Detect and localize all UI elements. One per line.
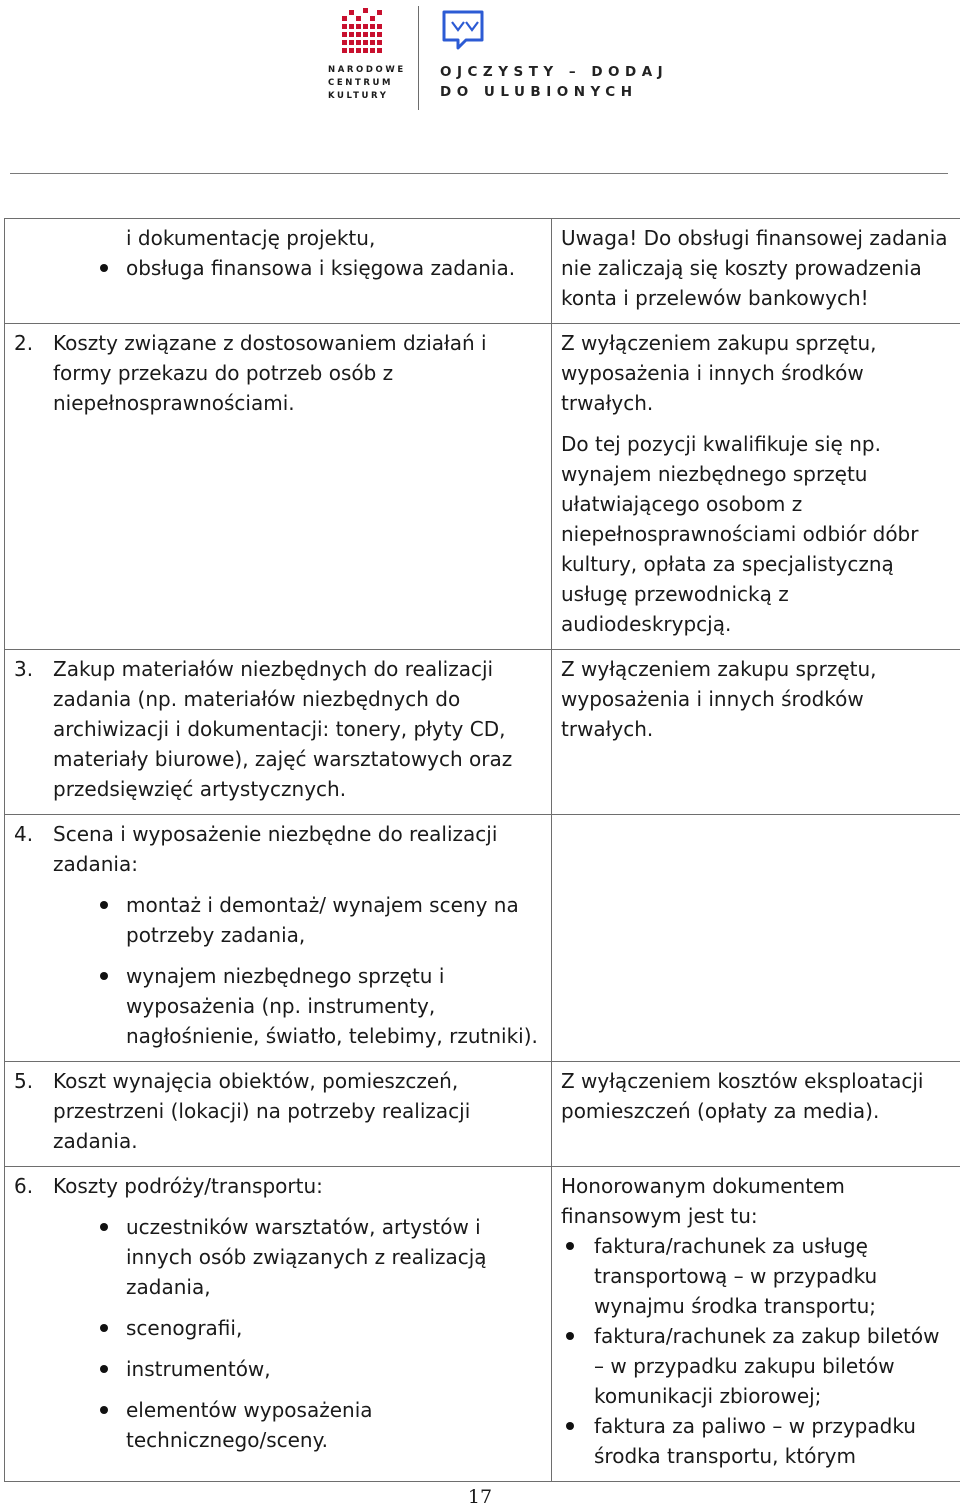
note-paragraph: Z wyłączeniem zakupu sprzętu, wyposażenia i innych środków trwałych. (561, 331, 877, 415)
page-header (0, 0, 960, 176)
bullet-item: wynajem niezbędnego sprzętu i wyposażenia (np. instrumenty, nagłośnienie, światło, telebimy, rzutniki). (14, 961, 543, 1051)
cost-cell (5, 1167, 552, 1482)
bullet-item: faktura za paliwo – w przypadku środka transportu, którym (561, 1411, 952, 1471)
nck-logo (328, 8, 408, 103)
bullet-item: elementów wyposażenia technicznego/sceny. (14, 1395, 543, 1455)
table-row (5, 1167, 960, 1482)
cost-cell (5, 650, 552, 815)
table-row (5, 650, 960, 815)
numbered-item (14, 654, 543, 804)
note-cell (552, 219, 960, 324)
header-rule (10, 173, 948, 174)
castle-pattern-icon (342, 8, 386, 54)
item-number: 3. (14, 657, 34, 681)
speech-bubble-icon (440, 10, 486, 52)
note-cell (552, 650, 960, 815)
table-row (5, 1062, 960, 1167)
table-row (5, 324, 960, 650)
item-number: 2. (14, 331, 34, 355)
bullet-item: instrumentów, (14, 1354, 543, 1384)
item-text: Koszty związane z dostosowaniem działań i formy przekazu do potrzeb osób z niepełnosprawnościami. (53, 331, 487, 415)
numbered-item (14, 1171, 543, 1201)
note-intro: Honorowanym dokumentem finansowym jest tu: (561, 1174, 845, 1228)
note-cell (552, 1062, 960, 1167)
numbered-item (14, 1066, 543, 1156)
bullet-item: scenografii, (14, 1313, 543, 1343)
bullet-item: montaż i demontaż/ wynajem sceny na potrzeby zadania, (14, 890, 543, 950)
page-number: 17 (467, 1486, 493, 1508)
item-number: 5. (14, 1069, 34, 1093)
cost-cell (5, 1062, 552, 1167)
bullet-item: faktura/rachunek za usługę transportową – w przypadku wynajmu środka transportu; (561, 1231, 952, 1321)
item-text: Zakup materiałów niezbędnych do realizacji zadania (np. materiałów niezbędnych do archiwizacji i dokumentacji: tonery, płyty CD, materiały biurowe), zajęć warsztatowych oraz przedsięwzięć artystycznych. (53, 657, 513, 801)
bullet-item: obsługa finansowa i księgowa zadania. (14, 253, 543, 283)
cost-cell (5, 219, 552, 324)
numbered-item (14, 328, 543, 418)
item-number: 4. (14, 822, 34, 846)
logo-divider (418, 6, 419, 110)
table-row (5, 219, 960, 324)
item-text: Koszty podróży/transportu: (53, 1174, 323, 1198)
bullet-item: uczestników warsztatów, artystów i innych osób związanych z realizacją zadania, (14, 1212, 543, 1302)
od-name: OJCZYSTY – DODAJ DO ULUBIONYCH (440, 64, 669, 100)
item-number: 6. (14, 1174, 34, 1198)
bullet-item: faktura/rachunek za zakup biletów – w przypadku zakupu biletów komunikacji zbiorowej; (561, 1321, 952, 1411)
note-paragraph: Z wyłączeniem zakupu sprzętu, wyposażenia i innych środków trwałych. (561, 657, 877, 741)
note-paragraph: Uwaga! Do obsługi finansowej zadania nie zaliczają się koszty prowadzenia konta i przelewów bankowych! (561, 226, 948, 310)
note-paragraph: Do tej pozycji kwalifikuje się np. wynajem niezbędnego sprzętu ułatwiającego osobom z niepełnosprawnościami odbiór dóbr kultury, opłata za specjalistyczną usługę przewodnicką z audiodeskrypcją. (561, 432, 919, 636)
item-text: Scena i wyposażenie niezbędne do realizacji zadania: (53, 822, 498, 876)
numbered-item (14, 819, 543, 879)
nck-name: NARODOWE CENTRUM KULTURY (328, 65, 406, 101)
table-row (5, 815, 960, 1062)
cost-cell (5, 324, 552, 650)
costs-table (4, 218, 960, 1482)
note-cell (552, 1167, 960, 1482)
note-cell (552, 815, 960, 1062)
continued-text: i dokumentację projektu, (126, 226, 376, 250)
note-cell (552, 324, 960, 650)
od-logo (440, 10, 668, 102)
cost-cell (5, 815, 552, 1062)
item-text: Koszt wynajęcia obiektów, pomieszczeń, przestrzeni (lokacji) na potrzeby realizacji zadania. (53, 1069, 471, 1153)
note-paragraph: Z wyłączeniem kosztów eksploatacji pomieszczeń (opłaty za media). (561, 1069, 924, 1123)
